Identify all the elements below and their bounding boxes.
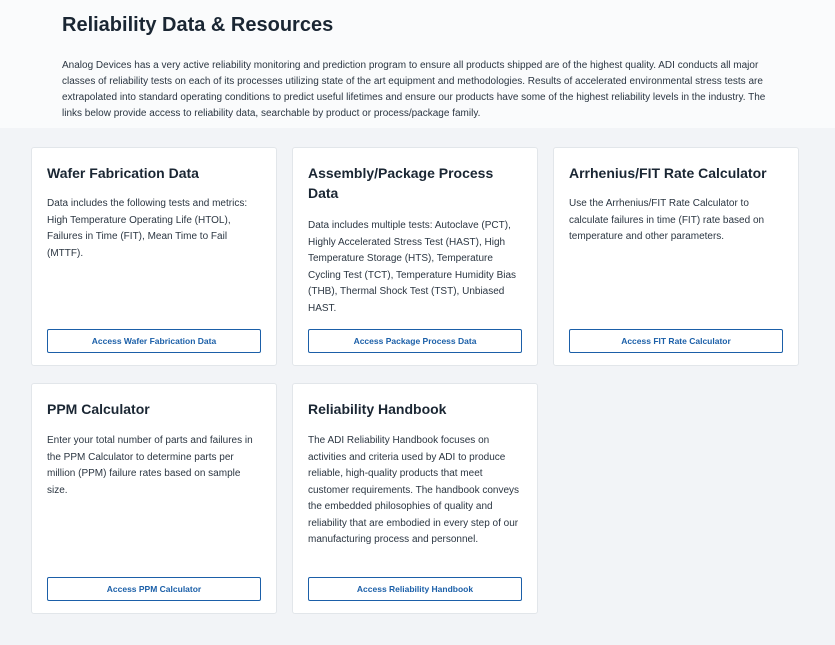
card-description: Data includes the following tests and metrics: High Temperature Operating Life (HTOL), Failures in Time (FIT), Mean Time to Fail (MTTF). <box>47 198 248 259</box>
access-wafer-fabrication-button[interactable]: Access Wafer Fabrication Data <box>47 329 261 353</box>
card-reliability-handbook <box>292 383 538 614</box>
card-fit-rate-calculator <box>553 147 799 366</box>
card-title: Arrhenius/FIT Rate Calculator <box>569 165 767 181</box>
card-description: Enter your total number of parts and failures in the PPM Calculator to determine parts per million (PPM) failure rates based on sample size. <box>47 435 253 496</box>
card-description: Data includes multiple tests: Autoclave (PCT), Highly Accelerated Stress Test (HAST), High Temperature Storage (HTS), Temperature Cycling Test (TCT), Temperature Humidity Bias (THB), Thermal Shock Test (TST), Unbiased HAST. <box>308 220 517 314</box>
access-reliability-handbook-button[interactable]: Access Reliability Handbook <box>308 577 522 601</box>
card-wafer-fabrication <box>31 147 277 366</box>
card-assembly-package <box>292 147 538 366</box>
card-description: The ADI Reliability Handbook focuses on activities and criteria used by ADI to produce reliable, high-quality products that meet customer requirements. The handbook conveys the embedded philosophies of quality and reliability that are embodied in every step of our manufacturing process and personnel. <box>308 435 520 545</box>
page-title: Reliability Data & Resources <box>62 14 334 36</box>
access-fit-rate-calculator-button[interactable]: Access FIT Rate Calculator <box>569 329 783 353</box>
card-title: Reliability Handbook <box>308 401 447 417</box>
card-title: Assembly/Package Process Data <box>308 165 494 201</box>
access-package-process-button[interactable]: Access Package Process Data <box>308 329 522 353</box>
card-ppm-calculator <box>31 383 277 614</box>
access-ppm-calculator-button[interactable]: Access PPM Calculator <box>47 577 261 601</box>
card-title: Wafer Fabrication Data <box>47 165 199 181</box>
card-title: PPM Calculator <box>47 401 150 417</box>
intro-text: Analog Devices has a very active reliability monitoring and prediction program to ensure all products shipped are of the highest quality. ADI conducts all major classes of reliability tests on each of its processes utilizing state of the art equipment and methodologies. Results of accelerated environmental stress tests are extrapolated into standard operating conditions to predict useful lifetimes and ensure our products have some of the highest reliability levels in the industry. The links below provide access to reliability data, searchable by product or process/package family. <box>62 60 766 119</box>
card-description: Use the Arrhenius/FIT Rate Calculator to calculate failures in time (FIT) rate based on temperature and other parameters. <box>569 198 765 242</box>
